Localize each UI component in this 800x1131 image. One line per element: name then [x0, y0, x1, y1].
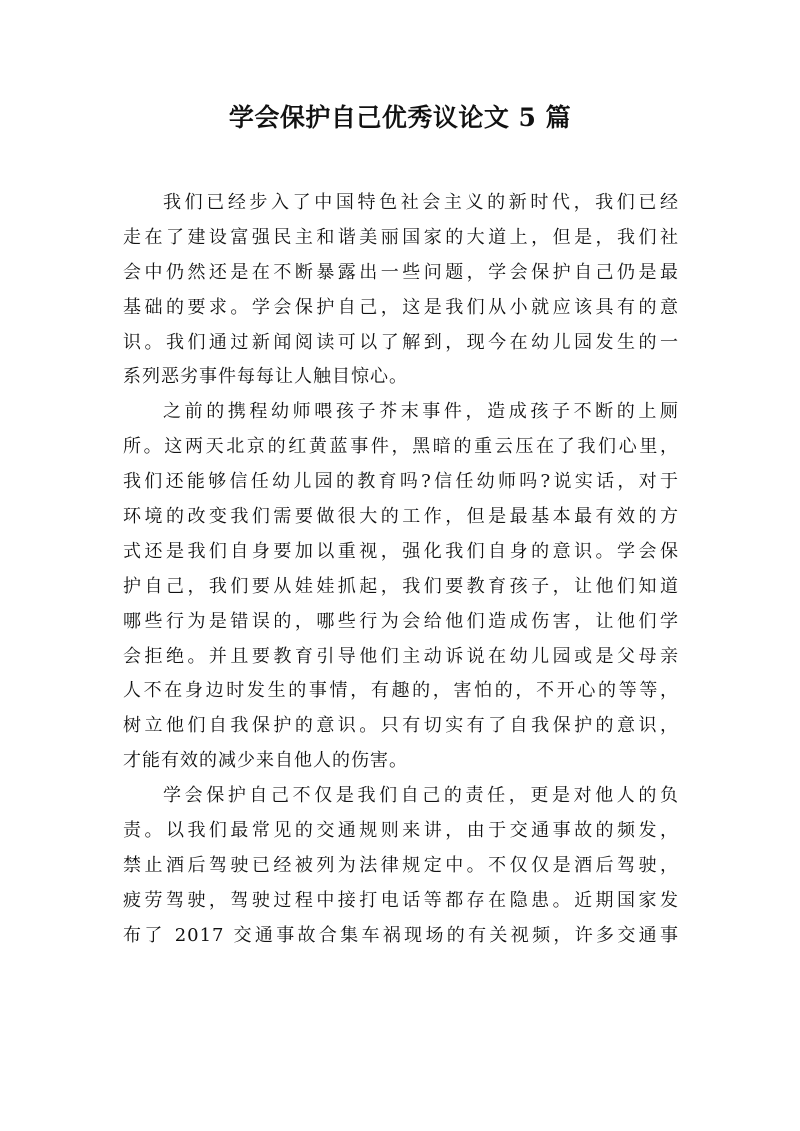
text-line: 识。我们通过新闻阅读可以了解到，现今在幼儿园发生的一 [123, 331, 679, 353]
paragraph-1 [123, 186, 679, 395]
text-line: 我们还能够信任幼儿园的教育吗?信任幼师吗?说实话，对于 [123, 471, 679, 493]
text-line: 才能有效的减少来自他人的伤害。 [123, 750, 408, 772]
text-line: 责。以我们最常见的交通规则来讲，由于交通事故的频发， [123, 820, 679, 842]
text-line: 学会保护自己不仅是我们自己的责任，更是对他人的负 [163, 785, 679, 807]
paragraph-3 [123, 779, 679, 953]
text-line: 所。这两天北京的红黄蓝事件，黑暗的重云压在了我们心里， [123, 436, 679, 458]
text-line: 哪些行为是错误的，哪些行为会给他们造成伤害，让他们学 [123, 610, 679, 632]
text-line: 疲劳驾驶，驾驶过程中接打电话等都存在隐患。近期国家发 [123, 889, 679, 911]
text-line: 会拒绝。并且要教育引导他们主动诉说在幼儿园或是父母亲 [123, 645, 679, 667]
document-title: 学会保护自己优秀议论文 5 篇 [228, 103, 572, 132]
text-line: 我们已经步入了中国特色社会主义的新时代，我们已经 [163, 192, 679, 213]
text-line: 树立他们自我保护的意识。只有切实有了自我保护的意识， [123, 715, 679, 737]
text-line: 式还是我们自身要加以重视，强化我们自身的意识。学会保 [123, 540, 679, 562]
text-line: 环境的改变我们需要做很大的工作，但是最基本最有效的方 [123, 506, 679, 528]
paragraph-2 [123, 395, 679, 779]
text-line: 护自己，我们要从娃娃抓起，我们要教育孩子，让他们知道 [123, 575, 679, 597]
text-line: 人不在身边时发生的事情，有趣的，害怕的，不开心的等等， [123, 680, 679, 702]
text-line: 禁止酒后驾驶已经被列为法律规定中。不仅仅是酒后驾驶， [123, 854, 679, 876]
text-line: 基础的要求。学会保护自己，这是我们从小就应该具有的意 [123, 296, 679, 318]
text-line: 会中仍然还是在不断暴露出一些问题，学会保护自己仍是最 [123, 261, 679, 283]
text-line: 系列恶劣事件每每让人触目惊心。 [123, 366, 408, 388]
text-line: 走在了建设富强民主和谐美丽国家的大道上，但是，我们社 [123, 226, 679, 248]
text-line: 之前的携程幼师喂孩子芥末事件，造成孩子不断的上厕 [163, 401, 679, 423]
text-line: 布了 2017 交通事故合集车祸现场的有关视频，许多交通事 [123, 924, 679, 946]
document-body [123, 186, 679, 954]
